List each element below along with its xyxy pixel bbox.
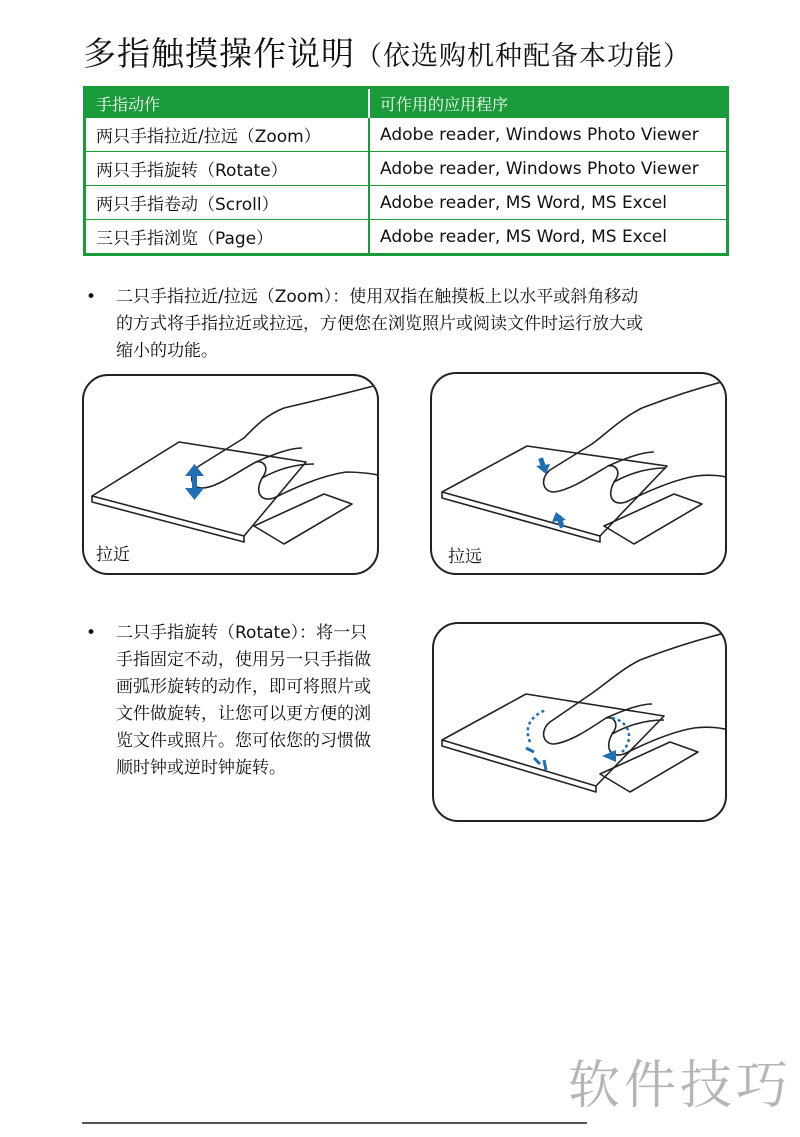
table-cell-gesture: 三只手指浏览（Page）: [85, 220, 370, 255]
zoom-out-illustration: [430, 372, 727, 575]
touchpad-surface: [442, 446, 667, 536]
zoom-text-line: 二只手指拉近/拉远（Zoom）：使用双指在触摸板上以水平或斜角移动: [116, 287, 639, 307]
zoom-in-caption: 拉近: [96, 545, 130, 565]
bullet-dot: •: [86, 623, 97, 643]
touchpad-button: [254, 494, 352, 544]
touchpad-button: [604, 494, 702, 544]
footer-divider: [82, 1122, 587, 1124]
zoom-text: [116, 284, 643, 365]
touchpad-surface-edge: [442, 740, 596, 792]
table-header-gesture: 手指动作: [85, 88, 370, 118]
table-cell-gesture: 两只手指卷动（Scroll）: [85, 186, 370, 220]
rotate-text-line: 二只手指旋转（Rotate）：将一只: [116, 623, 368, 643]
rotate-arrow-icon: [602, 750, 616, 762]
rotate-text-line: 文件做旋转，让您可以更方便的浏: [116, 704, 371, 724]
hand-outline: [544, 380, 727, 503]
bullet-dot: •: [86, 287, 97, 307]
page-title: [83, 28, 691, 75]
rotate-description: [86, 620, 416, 790]
touchpad-rotate-drawing: [434, 624, 727, 822]
touchpad-button: [600, 742, 698, 792]
rotate-illustration: [432, 622, 727, 822]
zoom-text-line: 的方式将手指拉近或拉远，方便您在浏览照片或阅读文件时运行放大或: [116, 314, 643, 334]
page-title-note: （依选购机种配备本功能）: [355, 41, 691, 72]
table-cell-apps: Adobe reader, MS Word, MS Excel: [369, 220, 728, 255]
zoom-out-caption: 拉远: [448, 547, 482, 567]
rotate-text-line: 览文件或照片。您可依您的习惯做: [116, 731, 371, 751]
table-cell-apps: Adobe reader, MS Word, MS Excel: [369, 186, 728, 220]
zoom-description: [86, 284, 746, 366]
touchpad-surface-edge: [442, 492, 600, 542]
zoom-in-illustration: [82, 374, 379, 575]
table-cell-gesture: 两只手指旋转（Rotate）: [85, 152, 370, 186]
touchpad-surface-edge: [92, 496, 244, 542]
table-header-row: [85, 88, 728, 118]
rotate-text-line: 手指固定不动，使用另一只手指做: [116, 650, 371, 670]
hand-outline: [192, 384, 379, 499]
table-row: [85, 220, 728, 255]
table-cell-apps: Adobe reader, Windows Photo Viewer: [369, 118, 728, 152]
table-row: [85, 118, 728, 152]
page-title-main: 多指触摸操作说明: [83, 34, 355, 73]
finger-crease: [262, 464, 314, 478]
table-cell-gesture: 两只手指拉近/拉远（Zoom）: [85, 118, 370, 152]
table-row: [85, 152, 728, 186]
gesture-table: [83, 86, 729, 256]
table-header-apps: 可作用的应用程序: [369, 88, 728, 118]
table-cell-apps: Adobe reader, Windows Photo Viewer: [369, 152, 728, 186]
zoom-in-arrow-icon: [185, 464, 204, 500]
rotate-text-line: 画弧形旋转的动作，即可将照片或: [116, 677, 371, 697]
watermark: 软件技巧: [568, 1056, 793, 1116]
zoom-text-line: 缩小的功能。: [116, 341, 218, 361]
zoom-out-arrow-bottom-icon: [552, 512, 566, 528]
rotate-text-line: 顺时钟或逆时钟旋转。: [116, 758, 286, 778]
table-row: [85, 186, 728, 220]
hand-outline: [544, 632, 727, 755]
rotate-text: [116, 620, 371, 782]
